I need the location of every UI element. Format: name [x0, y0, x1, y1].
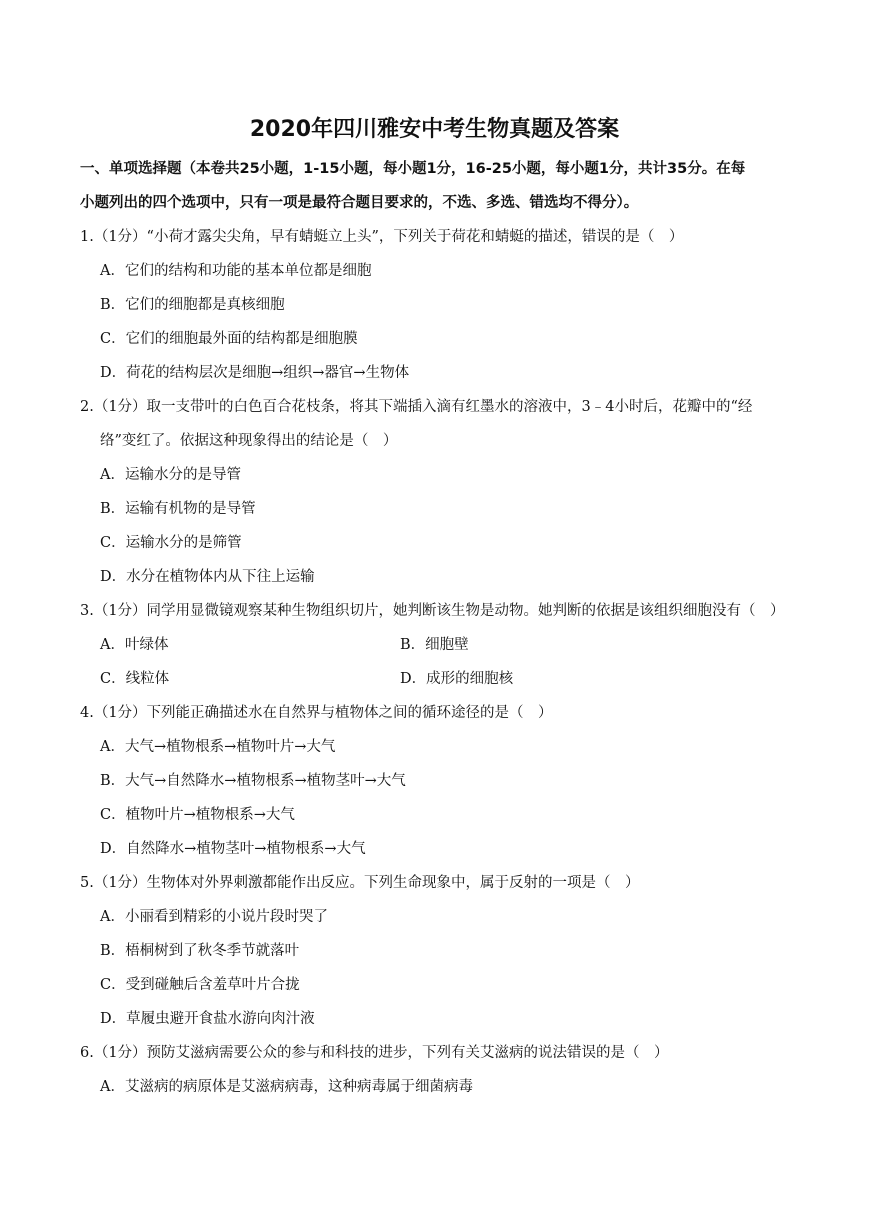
- question-5-option-b: B．梧桐树到了秋冬季节就落叶: [100, 943, 300, 959]
- section-heading-line-2: 小题列出的四个选项中，只有一项是最符合题目要求的，不选、多选、错选均不得分）。: [80, 195, 639, 211]
- question-1-option-b: B．它们的细胞都是真核细胞: [100, 297, 285, 313]
- section-heading-line-1: 一、单项选择题（本卷共25小题，1-15小题，每小题1分，16-25小题，每小题1分，共计35分。在每: [80, 161, 746, 177]
- question-3-option-c: C．线粒体: [100, 671, 170, 687]
- question-4-option-b: B．大气→自然降水→植物根系→植物茎叶→大气: [100, 773, 406, 789]
- question-5-stem: 5.（1分）生物体对外界刺激都能作出反应。下列生命现象中，属于反射的一项是（ ）: [80, 875, 640, 891]
- question-3-option-b: B．细胞壁: [400, 637, 469, 653]
- question-6-stem: 6.（1分）预防艾滋病需要公众的参与和科技的进步，下列有关艾滋病的说法错误的是（ ）: [80, 1045, 669, 1061]
- question-2-option-a: A．运输水分的是导管: [100, 467, 241, 483]
- question-2-option-c: C．运输水分的是筛管: [100, 535, 242, 551]
- question-4-option-d: D．自然降水→植物茎叶→植物根系→大气: [100, 841, 366, 857]
- question-4-option-c: C．植物叶片→植物根系→大气: [100, 807, 295, 823]
- question-5-option-d: D．草履虫避开食盐水游向肉汁液: [100, 1011, 315, 1027]
- question-4-stem: 4.（1分）下列能正确描述水在自然界与植物体之间的循环途径的是（ ）: [80, 705, 553, 721]
- question-1-option-a: A．它们的结构和功能的基本单位都是细胞: [100, 263, 372, 279]
- question-3-option-d: D．成形的细胞核: [400, 671, 514, 687]
- question-2-stem: 2.（1分）取一支带叶的白色百合花枝条，将其下端插入滴有红墨水的溶液中，3﹣4小时后，花瓣中的“经: [80, 399, 753, 415]
- question-2-option-d: D．水分在植物体内从下往上运输: [100, 569, 315, 585]
- question-3-stem: 3.（1分）同学用显微镜观察某种生物组织切片，她判断该生物是动物。她判断的依据是该组织细胞没有（ ）: [80, 603, 785, 619]
- question-2-stem-continuation: 络”变红了。依据这种现象得出的结论是（ ）: [100, 433, 398, 449]
- question-1-option-d: D．荷花的结构层次是细胞→组织→器官→生物体: [100, 365, 410, 381]
- question-2-option-b: B．运输有机物的是导管: [100, 501, 256, 517]
- question-1-option-c: C．它们的细胞最外面的结构都是细胞膜: [100, 331, 358, 347]
- question-3-option-a: A．叶绿体: [100, 637, 169, 653]
- question-6-option-a: A．艾滋病的病原体是艾滋病病毒，这种病毒属于细菌病毒: [100, 1079, 473, 1095]
- question-1-stem: 1.（1分）“小荷才露尖尖角，早有蜻蜓立上头”，下列关于荷花和蜻蜓的描述，错误的是（ ）: [80, 229, 684, 245]
- question-5-option-a: A．小丽看到精彩的小说片段时哭了: [100, 909, 328, 925]
- question-4-option-a: A．大气→植物根系→植物叶片→大气: [100, 739, 336, 755]
- page-title: 2020年四川雅安中考生物真题及答案: [249, 117, 620, 142]
- question-5-option-c: C．受到碰触后含羞草叶片合拢: [100, 977, 300, 993]
